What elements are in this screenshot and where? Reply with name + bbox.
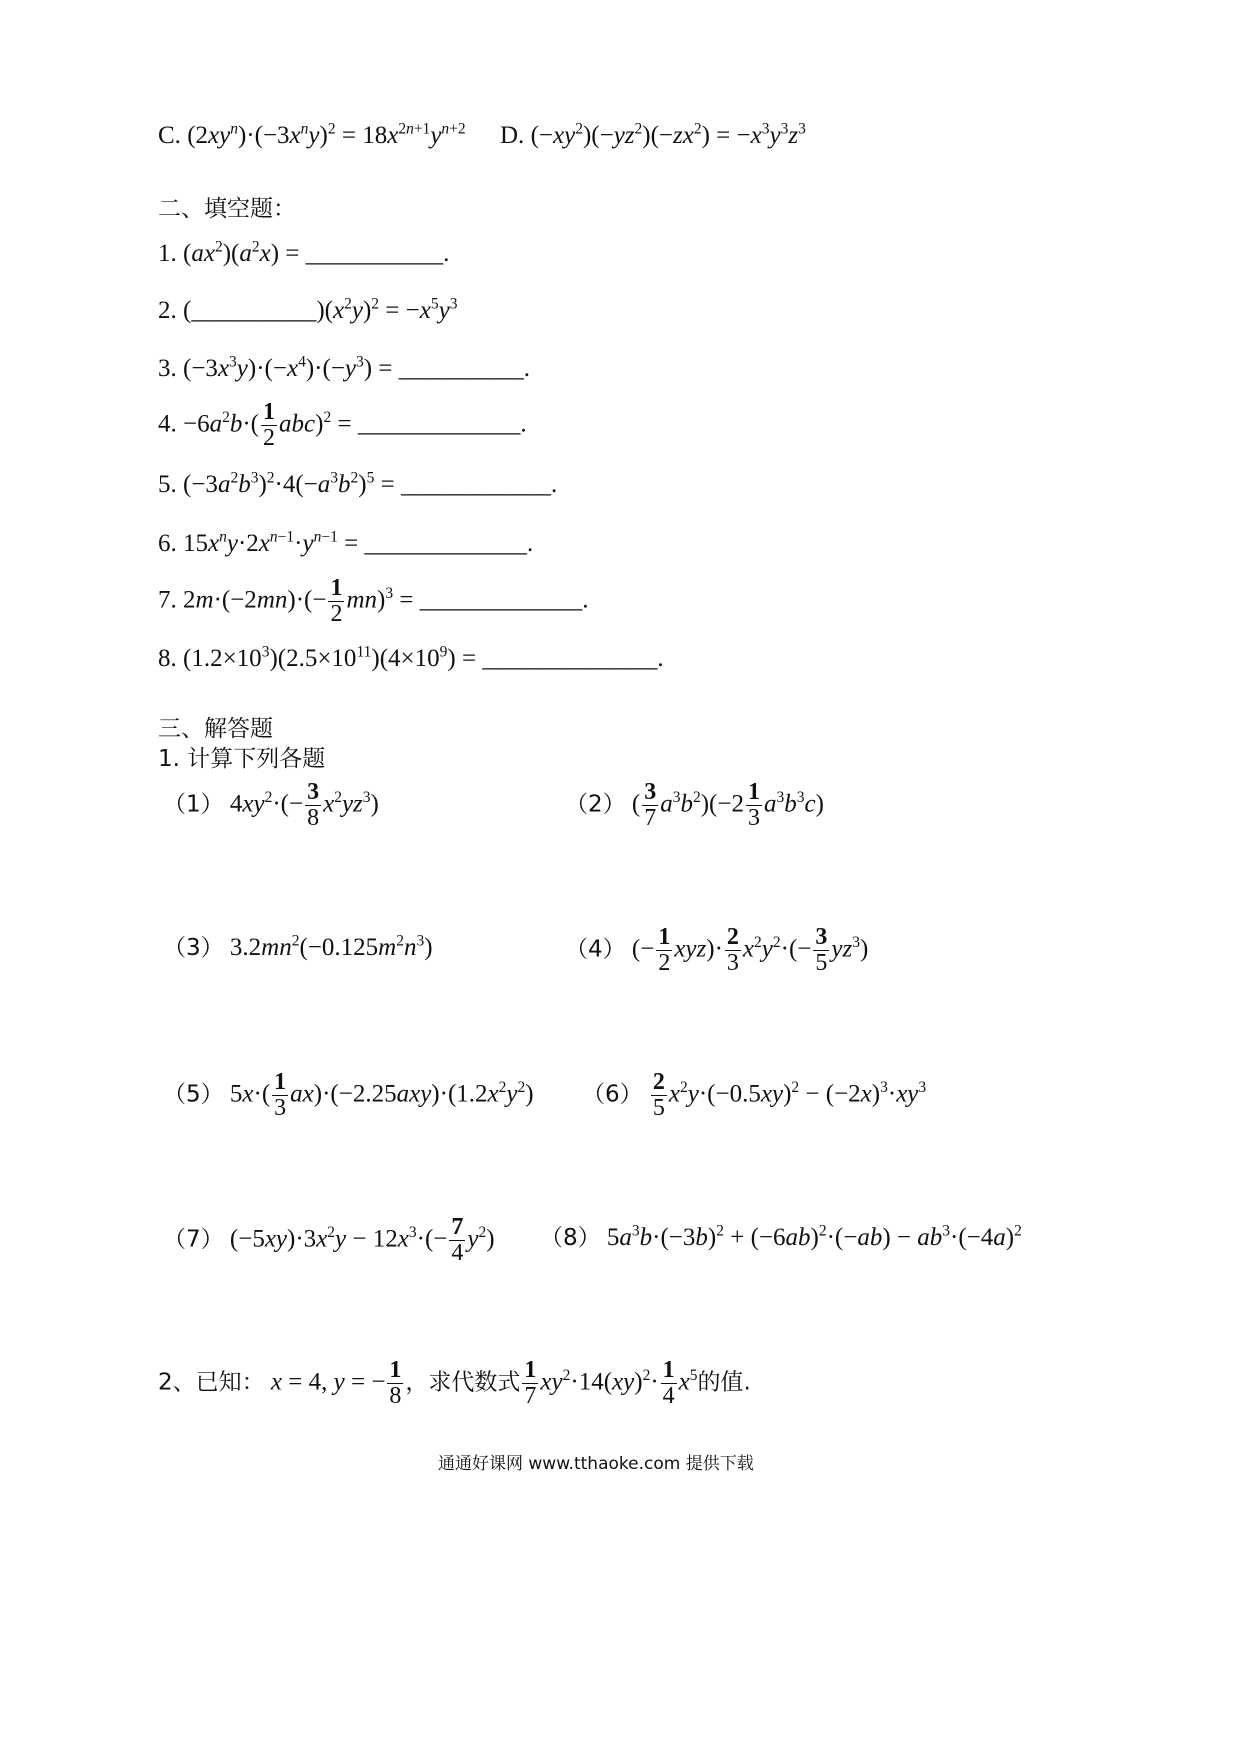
fraction: $\frac{3}{8}$ [307, 779, 320, 832]
problem-6: （6） $\frac{2}{5}$ $x^2y\cdot(-0.5xy)^2 - (-2x)^3\cdot xy^3$ [582, 1069, 927, 1122]
fraction: $\frac{1}{7}$ [524, 1357, 537, 1410]
problem-2-number: （2） [565, 791, 626, 818]
answer-sub-heading: 1. 计算下列各题 [158, 746, 326, 772]
fraction: $\frac{2}{3}$ [726, 924, 739, 977]
problem-7: （7） $(-5xy)\cdot 3x^2y - 12x^3\cdot(-$ $\frac{7}{4}$ $y^2$) [163, 1214, 495, 1267]
problem-8-number: （8） [540, 1225, 601, 1251]
fill-item-2: 2. $(\_\_\_\_\_\_\_\_\_\_)(x^2y)^2 = -x^5y^3$ [158, 295, 458, 324]
period: . [443, 240, 450, 267]
fill-blank-3: __________ [398, 355, 524, 382]
problem-5-number: （5） [163, 1081, 224, 1108]
problem-2: （2） ( $\frac{3}{7}$ $a^3b^2)(-2$ $\frac{1}{3}$ $a^3b^3c$) [565, 779, 824, 832]
fill-item-7-number: 7. [158, 586, 177, 614]
fill-item-4-number: 4. [158, 410, 177, 438]
period: . [582, 586, 589, 614]
problem-4: （4） (− $\frac{1}{2}$ xyz)· $\frac{2}{3}$ $x^2y^2\cdot(-$ $\frac{3}{5}$ $yz^3$) [565, 924, 869, 977]
period: . [550, 471, 558, 498]
fill-item-4: 4. $-6a^2b\cdot$( $\frac{1}{2}$ abc)$^2$ = _____________. [158, 399, 527, 452]
fill-blank-7: _____________ [419, 586, 583, 614]
period: . [526, 530, 534, 557]
fill-item-5: 5. $(-3a^2b^3)^2\cdot 4(-a^3b^2)^5$ = ____________. [158, 469, 558, 498]
problem-8: （8） $5a^3b\cdot(-3b)^2 + (-6ab)^2\cdot(-ab) - ab^3\cdot(-4a)^2$ [540, 1222, 1022, 1251]
fraction: $\frac{1}{8}$ [389, 1357, 402, 1410]
period: . [520, 410, 527, 438]
fill-item-3: 3. $(-3x^3y)\cdot(-x^4)\cdot(-y^3)$ = __________. [158, 353, 530, 382]
period: . [523, 355, 530, 382]
option-c: C. $(2xy^n)\cdot(-3x^ny)^2 = 18x^{2n+1}y^{n+2}$ [158, 120, 466, 149]
fraction: $\frac{7}{4}$ [451, 1214, 464, 1267]
question-2: 2、已知： x = 4, y = − $\frac{1}{8}$ ，求代数式 $\frac{1}{7}$ $xy^2\cdot 14(xy)^2\cdot$ $\frac{1}{4}$ $x^5$的值. [158, 1357, 751, 1410]
problem-1-number: （1） [163, 791, 224, 818]
footer-download-note: 通通好课网 www.tthaoke.com 提供下载 [438, 1454, 754, 1474]
fraction: $\frac{1}{2}$ [658, 924, 671, 977]
fill-item-8: 8. $(1.2\times 10^3)(2.5\times 10^{11})(4\times 10^9)$ = ______________. [158, 643, 664, 672]
fill-item-7: 7. 2m·(−2mn)·(− $\frac{1}{2}$ mn)$^3$ = _____________. [158, 575, 589, 628]
fraction: $\frac{1}{4}$ [662, 1357, 675, 1410]
fill-item-5-number: 5. [158, 471, 177, 498]
fraction: $\frac{3}{7}$ [644, 779, 657, 832]
period: . [657, 645, 664, 672]
fraction: $\frac{1}{2}$ [330, 575, 343, 628]
fill-section-heading: 二、填空题： [158, 196, 296, 222]
fill-blank-8: ______________ [482, 645, 658, 672]
fill-item-6: 6. $15x^ny\cdot 2x^{n-1}\cdot y^{n-1}$ = _____________. [158, 528, 534, 557]
fraction: $\frac{1}{2}$ [263, 399, 276, 452]
problem-6-number: （6） [582, 1081, 643, 1108]
fraction: $\frac{1}{3}$ [274, 1069, 287, 1122]
fill-item-8-number: 8. [158, 645, 177, 672]
fill-item-2-number: 2. [158, 297, 177, 324]
problem-3: （3） $3.2mn^2(-0.125m^2n^3)$ [163, 932, 433, 961]
fraction: $\frac{3}{5}$ [815, 924, 828, 977]
fill-blank-4: _____________ [357, 410, 521, 438]
option-d: D. $(-xy^2)(-yz^2)(-zx^2) = -x^3y^3z^3$ [500, 120, 806, 149]
problem-1: （1） $4xy^2\cdot(-$ $\frac{3}{8}$ $x^2yz^3$) [163, 779, 379, 832]
fraction: $\frac{1}{3}$ [747, 779, 760, 832]
problem-3-number: （3） [163, 935, 224, 961]
fill-item-3-number: 3. [158, 355, 177, 382]
fill-item-1: 1. $(ax^2)(a^2x)$ = ___________. [158, 238, 450, 267]
option-d-label: D. [500, 122, 525, 149]
answer-section-heading: 三、解答题 [158, 716, 273, 742]
question-2-prefix: 2、已知： [158, 1369, 265, 1396]
fill-blank-2: __________ [191, 297, 317, 324]
fill-item-1-number: 1. [158, 240, 177, 267]
problem-5: （5） 5x·( $\frac{1}{3}$ $ax)\cdot(-2.25axy)\cdot(1.2x^2y^2)$ [163, 1069, 534, 1122]
fill-item-6-number: 6. [158, 530, 177, 557]
problem-7-number: （7） [163, 1226, 224, 1253]
fill-blank-6: _____________ [364, 530, 527, 557]
fill-blank-5: ____________ [400, 471, 551, 498]
fill-blank-1: ___________ [305, 240, 444, 267]
fraction: $\frac{2}{5}$ [652, 1069, 665, 1122]
question-2-suffix: 的值. [697, 1369, 751, 1396]
option-c-label: C. [158, 122, 181, 149]
question-2-middle: ，求代数式 [405, 1369, 521, 1396]
problem-4-number: （4） [565, 936, 626, 963]
